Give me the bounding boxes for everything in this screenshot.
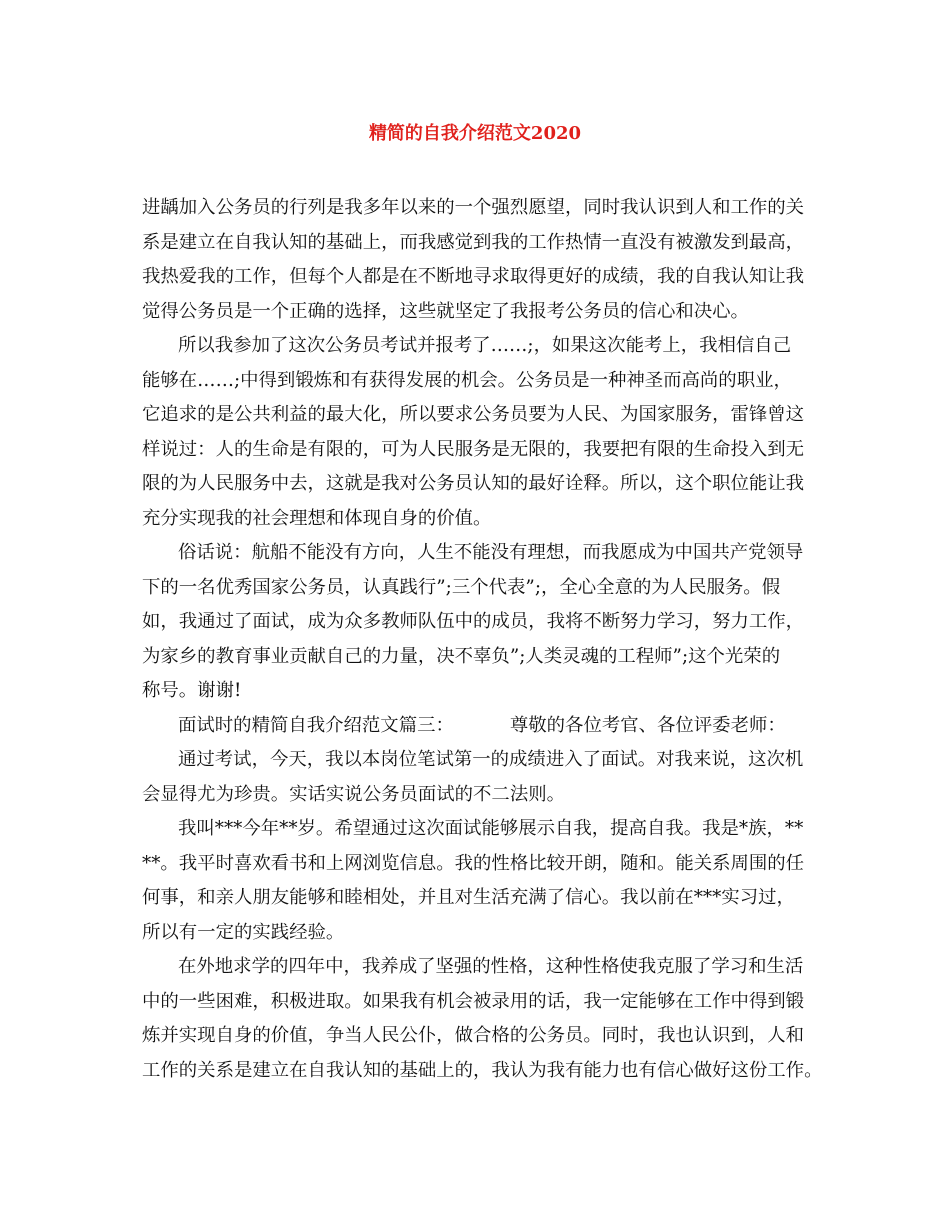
text-line-content: 何事，和亲人朋友能够和睦相处，并且对生活充满了信心。我以前在***实习过， [142, 887, 795, 908]
text-line [142, 226, 818, 261]
text-line [142, 1054, 823, 1089]
text-line [142, 674, 818, 709]
text-line-content: 如，我通过了面试，成为众多教师队伍中的成员，我将不断努力学习，努力工作， [142, 611, 805, 632]
text-line [142, 571, 818, 606]
text-line [142, 191, 818, 226]
text-line [142, 985, 818, 1020]
text-line-content: 觉得公务员是一个正确的选择，这些就坚定了我报考公务员的信心和决心。 [142, 300, 749, 322]
text-line [142, 605, 818, 640]
text-line-content: 样说过：人的生命是有限的，可为人民服务是无限的，我要把有限的生命投入到无 [142, 438, 805, 460]
text-line-content: 通过考试，今天，我以本岗位笔试第一的成绩进入了面试。对我来说，这次机 [178, 749, 804, 770]
text-line [142, 640, 818, 675]
text-line-content: 充分实现我的社会理想和体现自身的价值。 [142, 507, 492, 529]
text-line [142, 709, 818, 744]
text-line-content: 所以有一定的实践经验。 [142, 921, 345, 943]
text-line [142, 743, 818, 778]
text-line-content: 所以我参加了这次公务员考试并报考了……;，如果这次能考上，我相信自己 [178, 335, 792, 356]
text-line-content: 我热爱我的工作，但每个人都是在不断地寻求取得更好的成绩，我的自我认知让我 [142, 266, 805, 287]
document-body [142, 191, 823, 1088]
document-title: 精简的自我介绍范文2020 [368, 123, 582, 144]
text-line-content: 系是建立在自我认知的基础上，而我感觉到我的工作热情一直没有被激发到最高， [142, 231, 805, 253]
text-line [142, 502, 818, 537]
text-line-content: 俗话说：航船不能没有方向，人生不能没有理想，而我愿成为中国共产党领导 [178, 542, 804, 563]
text-line [142, 433, 818, 468]
text-line-content: 面试时的精简自我介绍范文篇三： [178, 714, 454, 736]
text-line-content: **。我平时喜欢看书和上网浏览信息。我的性格比较开朗，随和。能关系周围的任 [142, 852, 805, 874]
text-line-content: 在外地求学的四年中，我养成了坚强的性格，这种性格使我克服了学习和生活 [178, 956, 804, 977]
text-line [142, 881, 818, 916]
text-line [142, 364, 818, 399]
text-line-content: 称号。谢谢! [142, 680, 242, 701]
text-line [142, 916, 818, 951]
text-line-content: 它追求的是公共利益的最大化，所以要求公务员要为人民、为国家服务，雷锋曾这 [142, 404, 805, 425]
text-line-content: 限的为人民服务中去，这就是我对公务员认知的最好诠释。所以，这个职位能让我 [142, 473, 805, 494]
text-line [142, 778, 818, 813]
text-line-content: 下的一名优秀国家公务员，认真践行”;三个代表”;，全心全意的为人民服务。假 [142, 576, 781, 598]
text-line-content: 为家乡的教育事业贡献自己的力量，决不辜负”;人类灵魂的工程师”;这个光荣的 [142, 645, 781, 667]
text-line-greeting: 尊敬的各位考官、各位评委老师： [509, 714, 786, 736]
text-line-content: 会显得尤为珍贵。实话实说公务员面试的不二法则。 [142, 783, 565, 805]
text-line [142, 950, 818, 985]
text-line [142, 398, 818, 433]
text-line-content: 工作的关系是建立在自我认知的基础上的，我认为我有能力也有信心做好这份工作。 [142, 1059, 823, 1081]
text-line [142, 329, 818, 364]
text-line-content: 我叫***今年**岁。希望通过这次面试能够展示自我，提高自我。我是*族，** [178, 818, 804, 839]
text-line [142, 295, 818, 330]
text-line-content: 炼并实现自身的价值，争当人民公仆，做合格的公务员。同时，我也认识到，人和 [142, 1025, 805, 1046]
text-line-content: 中的一些困难，积极进取。如果我有机会被录用的话，我一定能够在工作中得到锻 [142, 990, 805, 1012]
text-line [142, 467, 818, 502]
text-line [142, 812, 818, 847]
text-line [142, 847, 818, 882]
text-line [142, 1019, 818, 1054]
text-line-content: 进龋加入公务员的行列是我多年以来的一个强烈愿望，同时我认识到人和工作的关 [142, 197, 805, 218]
text-line [142, 260, 818, 295]
text-line [142, 536, 818, 571]
text-line-content: 能够在……;中得到锻炼和有获得发展的机会。公务员是一种神圣而高尚的职业， [142, 369, 792, 391]
